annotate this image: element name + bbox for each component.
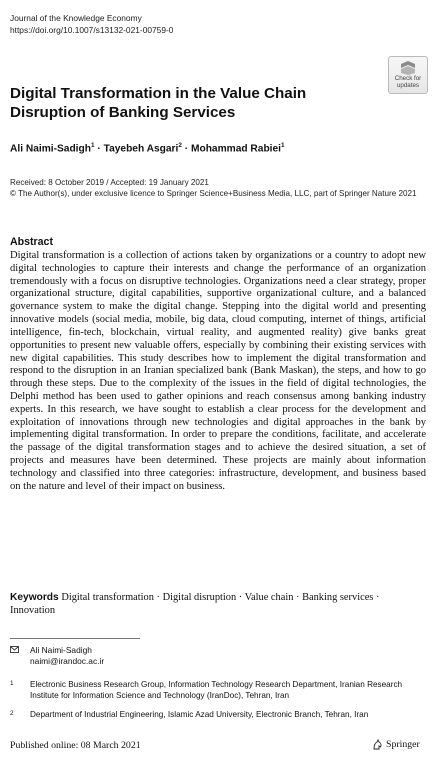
corresponding-author-name: Ali Naimi-Sadigh xyxy=(30,645,92,655)
envelope-icon xyxy=(10,645,24,656)
badge-line-2: updates xyxy=(396,81,420,89)
journal-header xyxy=(10,12,173,36)
publisher-name: Springer xyxy=(386,739,420,750)
affiliation-1 xyxy=(10,680,426,701)
crossmark-icon xyxy=(399,60,417,76)
affiliation-number: 1 xyxy=(10,680,14,687)
copyright-notice: © The Author(s), under exclusive licence to Springer Science+Business Media, LLC, part of Springer Nature 2021 xyxy=(10,189,417,198)
springer-logo xyxy=(372,739,420,750)
journal-name: Journal of the Knowledge Economy xyxy=(10,13,142,23)
author-affiliation-mark: 1 xyxy=(281,142,285,149)
author-affiliation-mark: 1 xyxy=(90,142,95,149)
author-separator: · xyxy=(97,143,101,155)
author-name[interactable]: Tayebeh Asgari xyxy=(103,143,179,155)
publication-history xyxy=(10,177,430,199)
affiliation-2 xyxy=(10,710,426,721)
author-affiliation-mark: 2 xyxy=(178,142,182,149)
check-for-updates-badge[interactable] xyxy=(388,56,428,94)
corresponding-author xyxy=(10,645,104,667)
keywords-list: Digital transformation · Digital disruption · Value chain · Banking services · Innovation xyxy=(10,592,380,616)
abstract-heading: Abstract xyxy=(10,236,53,248)
doi-link[interactable]: https://doi.org/10.1007/s13132-021-00759-0 xyxy=(10,25,174,35)
author-list xyxy=(10,142,285,154)
springer-horse-icon xyxy=(372,739,383,750)
footnote-divider xyxy=(10,638,140,639)
corresponding-author-email[interactable]: naimi@irandoc.ac.ir xyxy=(30,656,105,666)
affiliation-number: 2 xyxy=(10,710,14,717)
published-online-date: Published online: 08 March 2021 xyxy=(10,740,141,751)
affiliation-text: Department of Industrial Engineering, Islamic Azad University, Electronic Branch, Tehran, Iran xyxy=(30,710,369,719)
abstract-text: Digital transformation is a collection of actions taken by organizations or a country to adopt new digital technologies to capture their interests and change the performance of an organization tremendously with a focus on disruptive technologies. Organizations need a clear strategy, proper organizational structure, digital capabilities, supportive organizational culture, and a balanced governance system to make the digital change. Stepping into the digital world and presenting innovative models (social media, mobile, big data, cloud computing, internet of things, artificial intelligence, fin-tech, blockchain, virtual reality, and augmented reality) give banks great opportunities to present new valuable offers, especially by combining their existing services with new digital capabilities. This study describes how to implement the digital transformation and respond to the disruption in an Iranian specialized bank (Bank Maskan), the steps, and how to go through these steps. Due to the complexity of the issues in the field of digital technologies, the Delphi method has been used to gather opinions and reach consensus among banking industry experts. In this research, we have sought to establish a clear process for the development and exploitation of innovations through new technologies and digital approaches in the bank by implementing digital transformation. In order to prepare the conditions, facilitate, and accelerate the passage of the digital transformation stages and to achieve the desired situation, a set of projects and measures have been determined. These projects are mainly about information technology and classified into three categories: infrastructure, development, and business based on the nature and level of their impact on business. xyxy=(10,250,426,492)
paper-title: Digital Transformation in the Value Chain Disruption of Banking Services xyxy=(10,85,307,121)
author-name[interactable]: Mohammad Rabiei xyxy=(191,143,282,155)
received-accepted-dates: Received: 8 October 2019 / Accepted: 19 January 2021 xyxy=(10,178,209,187)
affiliation-text: Electronic Business Research Group, Information Technology Research Department, Iranian Research Institute for Information Science and Technology (IranDoc), Tehran, Iran xyxy=(30,680,403,700)
author-name[interactable]: Ali Naimi-Sadigh xyxy=(10,143,91,155)
keywords-label: Keywords xyxy=(10,592,59,603)
keywords-block xyxy=(10,592,426,618)
author-separator: · xyxy=(184,143,189,155)
badge-line-1: Check for xyxy=(394,75,422,82)
